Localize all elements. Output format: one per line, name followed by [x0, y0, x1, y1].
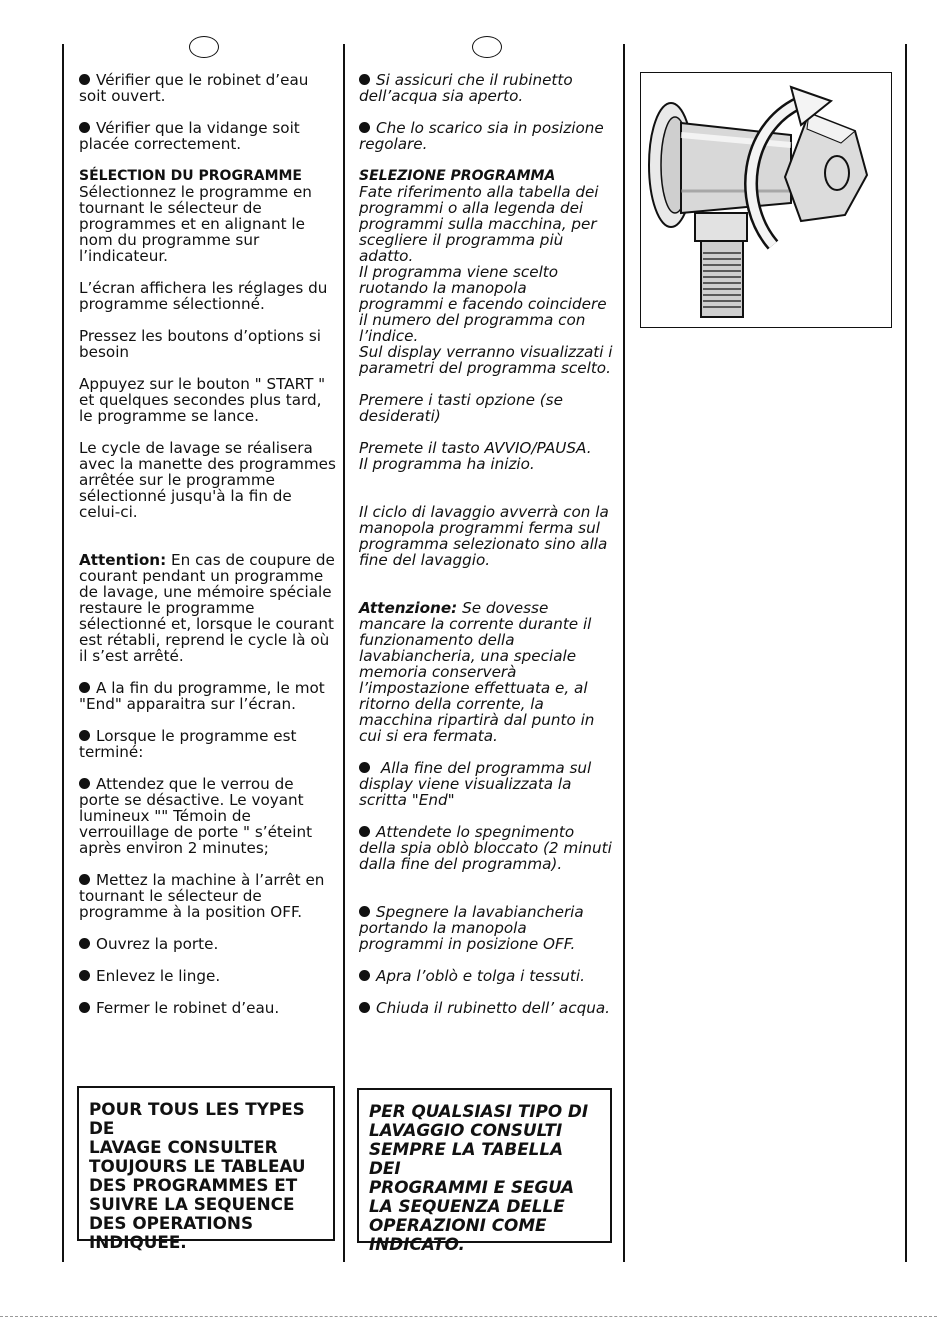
column-divider	[62, 44, 64, 1262]
bullet-icon	[359, 906, 370, 917]
attention-paragraph: Attention: En cas de coupure de courant pendant un programme de lavage, une mémoire spéciale restaure le programme sélectionné et, lorsque le courant est rétabli, reprend le cycle là où il s’est arrêté.	[79, 551, 335, 665]
paragraph: Premete il tasto AVVIO/PAUSA.	[359, 439, 592, 457]
paragraph: Le cycle de lavage se réalisera avec la manette des programmes arrêtée sur le programme sélectionné jusqu'à la fin de celui-ci.	[79, 439, 336, 521]
water-tap-illustration	[640, 72, 892, 328]
bullet-icon	[359, 1002, 370, 1013]
bullet-icon	[79, 938, 90, 949]
note-line: INDIQUEE.	[89, 1232, 187, 1252]
note-line: OPERAZIONI COME	[369, 1215, 547, 1235]
note-line: LA SEQUENZA DELLE	[369, 1196, 565, 1216]
attention-label: Attenzione:	[359, 599, 458, 617]
list-item: Che lo scarico sia in posizione regolare.	[359, 119, 604, 153]
italian-note-box	[357, 1088, 612, 1254]
bullet-icon	[79, 730, 90, 741]
list-item: Mettez la machine à l’arrêt en tournant le sélecteur de programme à la position OFF.	[79, 871, 325, 921]
attention-label: Attention:	[79, 551, 167, 569]
bullet-icon	[79, 778, 90, 789]
note-line: PROGRAMMI E SEGUA	[369, 1177, 575, 1197]
french-note-box	[77, 1086, 335, 1252]
paragraph: Fate riferimento alla tabella dei programmi o alla legenda dei programmi sulla macchina, per scegliere il programma più adatto.	[359, 183, 599, 265]
paragraph: Appuyez sur le bouton " START " et quelques secondes plus tard, le programme se lance.	[79, 375, 326, 425]
note-line: POUR TOUS LES TYPES DE	[89, 1099, 305, 1138]
language-circle-it	[472, 36, 502, 58]
french-column	[79, 72, 337, 1032]
list-item: Chiuda il rubinetto dell’ acqua.	[359, 1000, 615, 1016]
note-line: PER QUALSIASI TIPO DI	[369, 1101, 589, 1121]
paragraph: Pressez les boutons d’options si besoin	[79, 327, 321, 361]
list-item: Apra l’oblò e tolga i tessuti.	[359, 968, 615, 984]
section-heading: SELEZIONE PROGRAMMA	[359, 168, 556, 184]
paragraph: Sélectionnez le programme en tournant le sélecteur de programmes et en alignant le nom du programme sur l’indicateur.	[79, 183, 312, 265]
italian-column	[359, 72, 615, 1032]
list-item: Attendete lo spegnimento della spia oblò bloccato (2 minuti dalla fine del programma).	[359, 823, 612, 873]
bullet-icon	[359, 970, 370, 981]
page-cut-line	[0, 1316, 937, 1317]
attention-paragraph: Attenzione: Se dovesse mancare la corrente durante il funzionamento della lavabiancheria, una speciale memoria conserverà l’impostazione effettuata e, al ritorno della corrente, la macchina ripartirà dal punto in cui si era fermata.	[359, 599, 595, 745]
bullet-icon	[359, 122, 370, 133]
list-item: Ouvrez la porte.	[79, 936, 337, 952]
paragraph: Il ciclo di lavaggio avverrà con la manopola programmi ferma sul programma selezionato sino alla fine del lavaggio.	[359, 503, 609, 569]
bullet-icon	[79, 1002, 90, 1013]
bullet-icon	[79, 682, 90, 693]
bullet-icon	[359, 762, 370, 773]
paragraph: Premere i tasti opzione (se desiderati)	[359, 391, 563, 425]
paragraph: Il programma viene scelto ruotando la manopola programmi e facendo coincidere il numero del programma con l’indice.	[359, 263, 607, 345]
language-circle-fr	[189, 36, 219, 58]
column-divider	[905, 44, 907, 1262]
water-tap-icon	[641, 73, 890, 326]
paragraph: Il programma ha inizio.	[359, 455, 535, 473]
section-heading: SÉLECTION DU PROGRAMME	[79, 168, 302, 184]
list-item: Lorsque le programme est terminé:	[79, 727, 297, 761]
note-line: DES PROGRAMMES ET	[89, 1175, 298, 1195]
paragraph: Sul display verranno visualizzati i parametri del programma scelto.	[359, 343, 613, 377]
list-item: Enlevez le linge.	[79, 968, 337, 984]
list-item: Attendez que le verrou de porte se désactive. Le voyant lumineux "" Témoin de verrouillage de porte " s’éteint après environ 2 minutes;	[79, 775, 313, 857]
note-line: INDICATO.	[369, 1234, 465, 1254]
list-item: Fermer le robinet d’eau.	[79, 1000, 337, 1016]
bullet-icon	[79, 970, 90, 981]
note-line: SEMPRE LA TABELLA DEI	[369, 1139, 564, 1178]
bullet-icon	[79, 122, 90, 133]
list-item: Vérifier que la vidange soit placée correctement.	[79, 119, 300, 153]
note-line: TOUJOURS LE TABLEAU	[89, 1156, 306, 1176]
list-item: Alla fine del programma sul display viene visualizzata la scritta "End"	[359, 759, 592, 809]
column-divider	[623, 44, 625, 1262]
bullet-icon	[79, 74, 90, 85]
list-item: Si assicuri che il rubinetto dell’acqua sia aperto.	[359, 71, 573, 105]
list-item: Vérifier que le robinet d’eau soit ouvert.	[79, 71, 309, 105]
bullet-icon	[359, 826, 370, 837]
bullet-icon	[359, 74, 370, 85]
note-line: DES OPERATIONS	[89, 1213, 254, 1233]
bullet-icon	[79, 874, 90, 885]
note-line: SUIVRE LA SEQUENCE	[89, 1194, 295, 1214]
note-line: LAVAGGIO CONSULTI	[369, 1120, 563, 1140]
paragraph: L’écran affichera les réglages du programme sélectionné.	[79, 279, 328, 313]
note-line: LAVAGE CONSULTER	[89, 1137, 278, 1157]
list-item: Spegnere la lavabiancheria portando la manopola programmi in posizione OFF.	[359, 903, 584, 953]
column-divider	[343, 44, 345, 1262]
list-item: A la fin du programme, le mot "End" apparaitra sur l’écran.	[79, 679, 325, 713]
